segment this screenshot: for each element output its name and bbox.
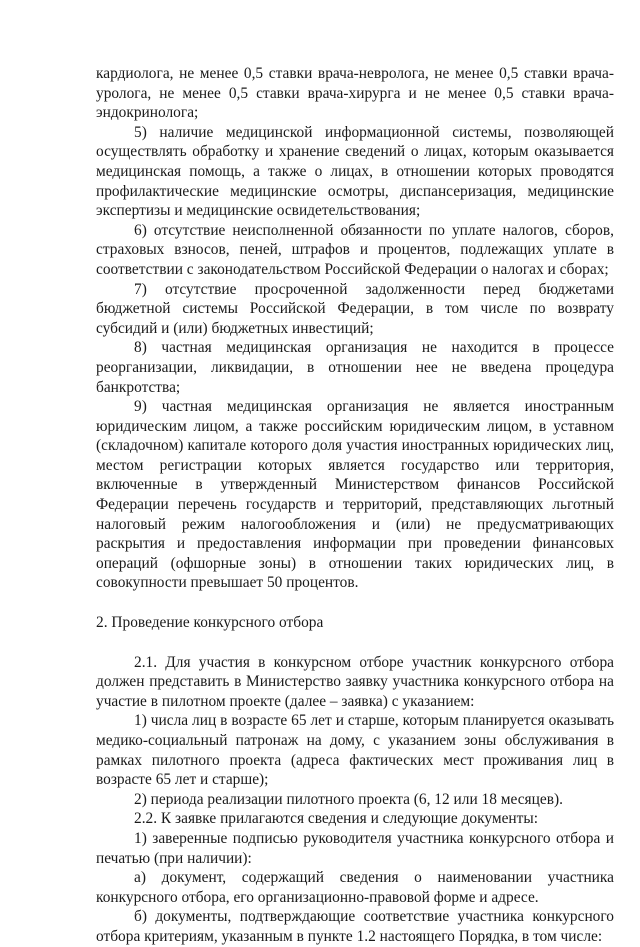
paragraph-project-period: 2) периода реализации пилотного проекта (6, 12 или 18 месяцев).: [134, 790, 563, 808]
paragraph-item-8-reorganization: 8) частная медицинская организация не находится в процессе реорганизации, ликвидации, в отношении нее не введена процедура банкротства;: [96, 339, 614, 396]
paragraph-item-6-taxes: 6) отсутствие неисполненной обязанности по уплате налогов, сборов, страховых взносов, пеней, штрафов и процентов, подлежащих уплате в соответствии с законодательством Российской Федерации о налогах и сборах;: [96, 221, 614, 278]
paragraph-item-9-foreign-entity: 9) частная медицинская организация не является иностранным юридическим лицом, а также российским юридическим лицом, в уставном (складочном) капитале которого доля участия иностранных юридических лиц, местом регистрации которых является государство или территория, включенные в утвержденный Министерством финансов Российской Федерации перечень государств и территорий, представляющих льготный налоговый режим налогообложения и (или) не предусматривающих раскрытия и предоставления информации при проведении финансовых операций (офшорные зоны) в отношении таких юридических лиц, в совокупности превышает 50 процентов.: [96, 398, 614, 592]
paragraph-2-1-application: 2.1. Для участия в конкурсном отборе участник конкурсного отбора должен представить в Министерство заявку участника конкурсного отбора на участие в пилотном проекте (далее – заявка) с указанием:: [96, 653, 614, 710]
paragraph-doctors-rates: кардиолога, не менее 0,5 ставки врача-невролога, не менее 0,5 ставки врача-уролога, не менее 0,5 ставки врача-хирурга и не менее 0,5 ставки врача-эндокринолога;: [96, 65, 614, 122]
paragraph-certified-documents: 1) заверенные подписью руководителя участника конкурсного отбора и печатью (при наличии):: [96, 829, 614, 867]
paragraph-item-b-documents: б) документы, подтверждающие соответствие участника конкурсного отбора критериям, указанным в пункте 1.2 настоящего Порядка, в том числе:: [96, 908, 614, 945]
document-page: [96, 64, 614, 947]
paragraph-item-5-info-system: 5) наличие медицинской информационной системы, позволяющей осуществлять обработку и хранение сведений о лицах, которым оказывается медицинская помощь, а также о лицах, в отношении которых проводятся профилактические медицинские осмотры, диспансеризация, медицинские экспертизы и медицинские освидетельствования;: [96, 123, 614, 220]
paragraph-number-of-persons: 1) числа лиц в возрасте 65 лет и старше, которым планируется оказывать медико-социальный патронаж на дому, с указанием зоны обслуживания в рамках пилотного проекта (адреса фактических мест проживания лиц в возрасте 65 лет и старше);: [96, 712, 614, 789]
paragraph-item-a-document: а) документ, содержащий сведения о наименовании участника конкурсного отбора, его организационно-правовой форме и адресе.: [96, 869, 614, 906]
paragraph-item-7-debt: 7) отсутствие просроченной задолженности перед бюджетами бюджетной системы Российской Федерации, в том числе по возврату субсидий и (или) бюджетных инвестиций;: [96, 280, 614, 337]
section-heading: 2. Проведение конкурсного отбора: [96, 614, 324, 632]
paragraph-2-2-attachments: 2.2. К заявке прилагаются сведения и следующие документы:: [134, 810, 539, 828]
